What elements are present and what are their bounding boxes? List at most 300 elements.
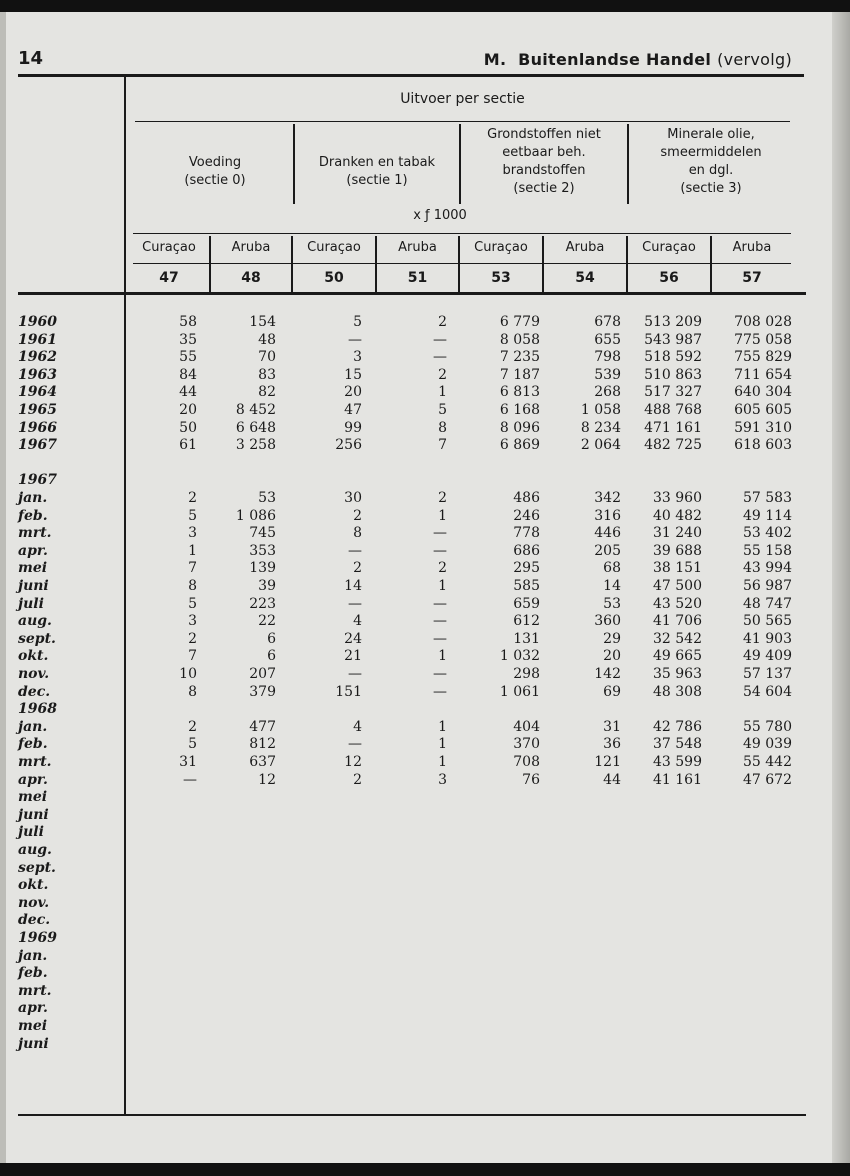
running-head-suffix: (vervolg) [717,50,792,69]
column-number: 48 [241,270,261,286]
row-label: 1965 [18,402,57,418]
table-cell: 775 058 [734,331,792,348]
table-cell: 518 592 [644,349,702,366]
table-cell: 56 987 [743,578,792,594]
row-label: 1962 [18,349,57,366]
row-label: juni [18,578,49,594]
table-cell: 50 565 [743,613,792,630]
row-label: mrt. [18,754,52,770]
table-row [0,666,850,683]
table-cell: 7 187 [499,366,540,383]
table-cell: 70 [258,349,276,366]
column-divider [375,236,377,292]
table-cell: 40 482 [653,507,702,524]
row-label: apr. [18,771,48,788]
table-cell: 53 402 [743,525,792,542]
table-cell: 44 [603,771,621,788]
row-label: juli [18,824,44,841]
table-row [0,789,850,806]
table-row [0,525,850,542]
table-cell: 55 780 [743,718,792,735]
table-row [0,490,850,507]
table-cell: 29 [603,630,621,647]
column-number: 51 [407,270,428,286]
section-line: smeermiddelen [660,145,762,160]
table-cell: 4 [353,718,362,735]
table-cell: 39 688 [653,542,702,559]
table-cell: 1 058 [580,402,621,418]
row-label: juli [18,595,44,612]
table-cell: 1 [438,718,447,735]
table-row [0,508,850,525]
row-label: apr. [18,1000,48,1017]
table-cell: 6 [267,648,276,665]
column-divider [209,236,211,292]
table-cell: 33 960 [653,490,702,506]
column-divider [458,236,460,292]
table-cell: 6 813 [499,384,540,401]
table-row [0,719,850,736]
table-cell: 48 308 [653,683,702,700]
table-cell: 686 [513,542,540,559]
table-title: Uitvoer per sectie [400,91,525,107]
table-row [0,472,850,489]
scan-border-top [0,0,850,12]
running-head-title: Buitenlandse Handel [518,50,712,69]
table-row [0,701,850,718]
table-cell: — [348,331,362,348]
table-cell: 57 583 [743,490,792,506]
table-cell: — [183,771,197,788]
table-row [0,455,850,472]
table-cell: 39 [258,578,276,594]
section-line: Dranken en tabak [318,155,436,170]
row-label: juni [18,1035,49,1052]
table-cell: 659 [513,595,540,612]
column-header: Aruba [231,240,271,255]
table-cell: 83 [258,366,276,383]
row-label: dec. [18,683,51,700]
column-number: 50 [324,270,344,286]
table-cell: 379 [249,683,276,700]
table-cell: 49 039 [743,736,792,753]
row-label: feb. [18,736,48,753]
table-cell: — [433,595,447,612]
row-label: sept. [18,630,56,647]
table-cell: 6 648 [235,419,276,436]
row-label: jan. [18,947,48,964]
section-line: (sectie 0) [184,173,246,188]
table-cell: 49 409 [743,648,792,665]
table-cell: 14 [344,578,362,594]
table-cell: 68 [603,560,621,577]
table-cell: 53 [603,595,621,612]
table-cell: 22 [258,613,276,630]
top-rule [18,74,804,77]
table-row [0,596,850,613]
column-header: Curaçao [142,240,196,255]
table-row [0,420,850,437]
table-cell: 1 [438,578,447,594]
table-row [0,1018,850,1035]
column-divider [291,236,293,292]
table-row [0,384,850,401]
table-cell: 7 [188,560,197,577]
table-row [0,349,850,366]
table-cell: 268 [594,384,621,401]
row-label: 1961 [18,331,57,348]
table-cell: 812 [249,736,276,753]
section-divider [627,124,629,204]
bottom-rule [18,1114,806,1116]
table-cell: 2 [188,630,197,647]
table-cell: 205 [594,542,621,559]
table-cell: 7 235 [499,349,540,366]
table-cell: 585 [513,578,540,594]
table-cell: 2 [188,718,197,735]
table-cell: — [433,349,447,366]
row-label: 1960 [18,314,57,330]
table-cell: 5 [188,595,197,612]
table-cell: 58 [179,314,197,330]
table-cell: 1 [438,384,447,401]
table-cell: 47 500 [653,578,702,594]
table-cell: 30 [344,490,362,506]
table-cell: 2 [438,366,447,383]
table-cell: 47 [344,402,362,418]
table-cell: 640 304 [734,384,792,401]
table-cell: — [433,630,447,647]
colname-rule [133,263,791,264]
row-label: 1966 [18,419,57,436]
table-cell: 370 [513,736,540,753]
table-cell: 6 168 [499,402,540,418]
table-row [0,631,850,648]
table-cell: 486 [513,490,540,506]
table-cell: 41 161 [653,771,702,788]
table-row [0,684,850,701]
table-cell: 543 987 [644,331,702,348]
column-header: Curaçao [642,240,696,255]
table-cell: 3 [353,349,362,366]
section-line: (sectie 2) [513,181,575,196]
table-cell: 295 [513,560,540,577]
table-cell: 482 725 [644,437,702,454]
table-cell: 316 [594,507,621,524]
table-cell: 3 [188,613,197,630]
table-cell: 8 452 [235,402,276,418]
table-cell: 8 096 [499,419,540,436]
table-row [0,1036,850,1053]
table-cell: 10 [179,666,197,682]
table-row [0,860,850,877]
row-label: jan. [18,718,48,735]
table-cell: 404 [513,718,540,735]
unit-rule [133,233,791,234]
table-cell: 12 [258,771,276,788]
table-cell: 711 654 [734,366,792,383]
table-cell: 3 [438,771,447,788]
table-cell: 8 [188,578,197,594]
row-label: aug. [18,842,52,858]
table-cell: 55 442 [743,754,792,770]
table-cell: 637 [249,754,276,770]
table-cell: 82 [258,384,276,401]
table-cell: 57 137 [743,666,792,682]
section-0-header [140,154,290,190]
table-cell: 471 161 [644,419,702,436]
table-row [0,367,850,384]
table-cell: 12 [344,754,362,770]
table-cell: 778 [513,525,540,542]
row-label: apr. [18,542,48,559]
scan-border-bottom [0,1163,850,1176]
table-cell: 47 672 [743,771,792,788]
table-row [0,983,850,1000]
table-cell: 3 [188,525,197,542]
row-label: 1963 [18,366,57,383]
section-3-header [630,126,792,198]
table-row [0,613,850,630]
table-cell: — [433,331,447,348]
table-cell: 256 [335,437,362,454]
row-label: sept. [18,859,56,876]
table-cell: 43 994 [743,560,792,577]
table-cell: 246 [513,507,540,524]
column-number: 47 [159,270,179,286]
row-label: mei [18,789,48,806]
table-cell: 6 [267,630,276,647]
table-cell: 55 158 [743,542,792,559]
table-cell: 342 [594,490,621,506]
table-cell: 2 [353,507,362,524]
table-row [0,948,850,965]
row-label: aug. [18,613,52,630]
column-divider [542,236,544,292]
section-2-header [462,126,626,198]
table-cell: 678 [594,314,621,330]
table-cell: 708 028 [734,314,792,330]
section-line: Minerale olie, [667,127,755,142]
table-cell: 3 258 [235,437,276,454]
table-cell: 49 114 [743,507,792,524]
table-row [0,754,850,771]
row-label: nov. [18,666,50,682]
table-cell: 1 [438,507,447,524]
table-cell: 745 [249,525,276,542]
table-row [0,437,850,454]
table-cell: 1 [438,648,447,665]
row-label: juni [18,806,49,823]
row-label: nov. [18,894,50,911]
table-row [0,807,850,824]
table-cell: — [348,595,362,612]
table-cell: 612 [513,613,540,630]
table-cell: 510 863 [644,366,702,383]
table-cell: 8 234 [580,419,621,436]
table-cell: 8 [353,525,362,542]
table-cell: 513 209 [644,314,702,330]
table-cell: 35 [179,331,197,348]
table-cell: 517 327 [644,384,702,401]
header-bottom-rule [18,292,806,295]
section-line: (sectie 3) [680,181,742,196]
row-label: 1968 [18,701,57,718]
table-cell: 53 [258,490,276,506]
table-cell: 2 [438,560,447,577]
table-cell: 446 [594,525,621,542]
column-number: 56 [659,270,679,286]
row-label: 1969 [18,930,57,946]
row-label: okt. [18,648,49,665]
table-cell: — [433,666,447,682]
row-label: mrt. [18,982,52,999]
table-cell: 755 829 [734,349,792,366]
table-cell: 591 310 [734,419,792,436]
section-rule [135,121,790,122]
table-cell: 48 747 [743,595,792,612]
table-cell: 84 [179,366,197,383]
table-cell: 41 706 [653,613,702,630]
section-line: Grondstoffen niet [487,127,601,142]
table-cell: 142 [594,666,621,682]
table-cell: 2 [353,560,362,577]
table-cell: 31 [603,718,621,735]
table-cell: 2 064 [580,437,621,454]
table-cell: — [348,666,362,682]
row-label: 1967 [18,472,57,489]
table-cell: 7 [188,648,197,665]
table-cell: 5 [438,402,447,418]
table-cell: 54 604 [743,683,792,700]
row-label: okt. [18,877,49,894]
column-header: Curaçao [474,240,528,255]
table-cell: 44 [179,384,197,401]
column-header: Aruba [398,240,437,255]
table-cell: 36 [603,736,621,753]
table-cell: 655 [594,331,621,348]
table-cell: 43 520 [653,595,702,612]
table-row [0,965,850,982]
table-cell: 32 542 [653,630,702,647]
table-row [0,772,850,789]
section-divider [293,124,295,204]
table-cell: 50 [179,419,197,436]
table-cell: 223 [249,595,276,612]
table-cell: 14 [603,578,621,594]
column-number: 57 [742,270,762,286]
table-cell: 5 [188,507,197,524]
table-row [0,877,850,894]
table-cell: — [348,542,362,559]
table-cell: 38 151 [653,560,702,577]
table-cell: 31 240 [653,525,702,542]
table-cell: 539 [594,366,621,383]
table-cell: 207 [249,666,276,682]
table-cell: 76 [522,771,540,788]
table-cell: 61 [179,437,197,454]
table-row [0,314,850,331]
table-cell: 2 [188,490,197,506]
column-header: Aruba [732,240,772,255]
table-cell: 99 [344,419,362,436]
table-cell: 15 [344,366,362,383]
table-cell: 360 [594,613,621,630]
page-number: 14 [18,48,44,69]
table-cell: — [433,542,447,559]
section-line: Voeding [188,155,242,170]
table-cell: 41 903 [743,630,792,647]
table-cell: 121 [594,754,621,770]
table-cell: 139 [249,560,276,577]
table-cell: 488 768 [644,402,702,418]
running-head-letter: M. [483,50,507,69]
table-row [0,895,850,912]
table-cell: 43 599 [653,754,702,770]
column-number: 54 [575,270,595,286]
table-row [0,648,850,665]
table-cell: 1 032 [499,648,540,665]
table-cell: — [348,736,362,753]
table-cell: 708 [513,754,540,770]
table-cell: 298 [513,666,540,682]
section-line: eetbaar beh. [502,145,586,160]
table-cell: — [433,613,447,630]
table-row [0,1000,850,1017]
table-cell: 20 [344,384,362,401]
table-cell: 7 [438,437,447,454]
table-row [0,736,850,753]
table-cell: 353 [249,542,276,559]
section-line: brandstoffen [502,163,586,178]
table-row [0,578,850,595]
table-cell: 20 [603,648,621,665]
table-row [0,560,850,577]
column-header: Aruba [565,240,605,255]
table-cell: 31 [179,754,197,770]
table-row [0,402,850,419]
table-row [0,332,850,349]
table-cell: 1 [438,754,447,770]
column-number: 53 [491,270,511,286]
table-cell: 24 [344,630,362,647]
row-label: feb. [18,965,48,982]
table-cell: 49 665 [653,648,702,665]
table-cell: 1 086 [235,507,276,524]
table-cell: 154 [249,314,276,330]
section-1-header [296,154,458,190]
table-cell: 477 [249,718,276,735]
section-line: en dgl. [688,163,734,178]
table-cell: — [433,683,447,700]
row-label: 1967 [18,437,57,454]
table-cell: 8 [438,419,447,436]
row-label: mei [18,1018,48,1034]
table-cell: 5 [188,736,197,753]
table-cell: 4 [353,613,362,630]
row-label: jan. [18,490,48,506]
section-divider [459,124,461,204]
table-cell: 69 [603,683,621,700]
table-cell: 798 [594,349,621,366]
table-cell: 37 548 [653,736,702,753]
table-cell: 21 [344,648,362,665]
table-cell: 2 [438,490,447,506]
table-cell: 8 058 [499,331,540,348]
table-cell: 2 [438,314,447,330]
table-cell: 55 [179,349,197,366]
row-label: mei [18,560,48,577]
